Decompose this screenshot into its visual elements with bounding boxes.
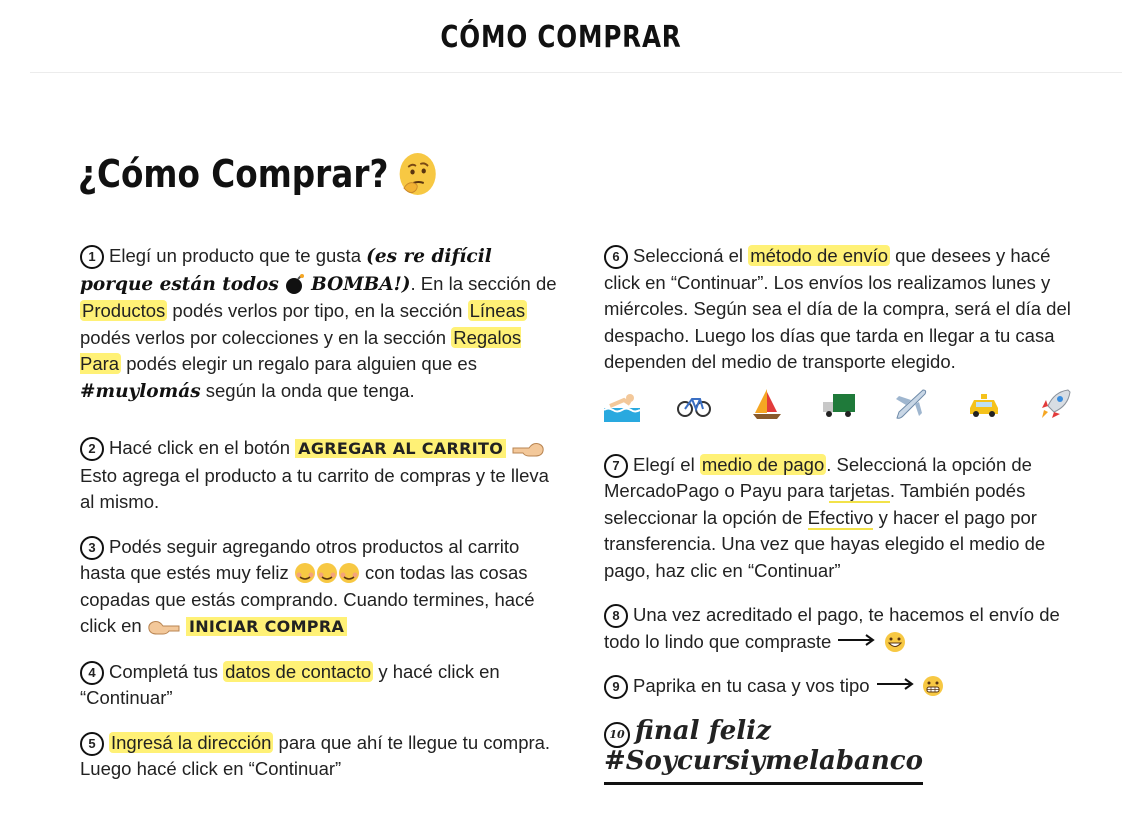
handwritten-hashtag: #muylomás	[80, 380, 201, 402]
step-5	[80, 730, 560, 783]
step-number: 2	[80, 437, 104, 461]
step-text: Una vez acreditado el pago, te hacemos el envío de todo lo lindo que compraste	[604, 604, 1060, 652]
step-number: 10	[604, 722, 630, 748]
sailboat-icon	[749, 386, 785, 422]
address-highlight: Ingresá la dirección	[111, 731, 272, 753]
step-text: según la onda que tenga.	[200, 379, 415, 401]
step-text: Seleccioná el	[633, 245, 749, 266]
step-10	[604, 715, 1084, 776]
step-8	[604, 602, 1084, 655]
page-title: CÓMO COMPRAR	[440, 20, 682, 55]
step-text: podés verlos por tipo, en la sección	[167, 300, 468, 321]
grinning-face-icon	[884, 631, 906, 653]
step-number: 1	[80, 245, 104, 269]
pointing-hand-left-icon	[511, 437, 545, 459]
step-text: . También podés seleccionar la opción de	[604, 480, 1026, 528]
step-number: 6	[604, 245, 628, 269]
hashtag-text: #Soycursiymelabanco	[604, 746, 923, 785]
header-divider	[30, 72, 1122, 73]
step-number: 9	[604, 675, 628, 699]
step-2	[80, 435, 560, 516]
arrow-right-icon	[875, 677, 917, 691]
step-text: para que ahí te llegue tu compra. Luego hacé click en “Continuar”	[80, 731, 551, 779]
step-3	[80, 534, 560, 641]
link-lineas[interactable]: Líneas	[469, 300, 526, 321]
thinking-face-icon	[397, 150, 438, 198]
airplane-icon	[893, 386, 929, 422]
cash-underline: Efectivo	[807, 506, 874, 528]
cards-underline: tarjetas	[829, 480, 890, 501]
step-text: Podés seguir agregando otros productos al carrito hasta que estés muy feliz	[80, 535, 520, 583]
step-7	[604, 452, 1084, 585]
step-text: que desees y hacé click en “Continuar”. Los envíos los realizamos lunes y miércoles. Según sea el día de la compra, será el día del despacho. Luego los días que tarda en llegar a tu casa dependen del medio de transporte elegido.	[604, 245, 1071, 372]
step-text: Completá tus	[109, 660, 224, 682]
handwritten-note: (es re difícil porque están todos	[80, 246, 492, 295]
add-to-cart-label: AGREGAR AL CARRITO	[295, 439, 506, 458]
handwritten-bomba: BOMBA!)	[311, 273, 411, 295]
step-text: y hacer el pago por transferencia. Una vez que hayas elegido el medio de pago, haz clic en “Continuar”	[604, 506, 1046, 581]
taxi-icon	[966, 386, 1002, 422]
transport-icons-row	[604, 386, 1074, 422]
bicycle-icon	[676, 386, 712, 422]
step-text: con todas las cosas copadas que estás comprando. Cuando termines, hacé click en	[80, 562, 535, 636]
heading-text: ¿Cómo Comprar?	[78, 152, 389, 196]
truck-icon	[821, 386, 857, 422]
contact-data-highlight: datos de contacto	[225, 660, 372, 682]
smiling-face-icon	[338, 562, 360, 584]
step-text: Paprika en tu casa y vos tipo	[633, 675, 875, 696]
link-productos[interactable]: Productos	[82, 300, 166, 321]
arrow-right-icon	[836, 633, 878, 647]
step-1	[80, 243, 560, 405]
payment-method-highlight: medio de pago	[701, 453, 825, 475]
step-number: 7	[604, 454, 628, 478]
step-number: 5	[80, 732, 104, 756]
steps-right-column	[604, 243, 1084, 774]
step-number: 4	[80, 661, 104, 685]
step-text: y hacé click en “Continuar”	[80, 660, 500, 708]
start-purchase-label: INICIAR COMPRA	[186, 617, 347, 636]
smiling-face-icon	[316, 562, 338, 584]
step-4	[80, 659, 560, 712]
smiling-face-icon	[294, 562, 316, 584]
step-text: Esto agrega el producto a tu carrito de compras y te lleva al mismo.	[80, 464, 549, 512]
step-text: podés verlos por colecciones y en la sección	[80, 326, 452, 348]
step-text: Hacé click en el botón	[109, 437, 296, 458]
step-text: Elegí el	[633, 453, 700, 475]
bomb-icon	[284, 273, 306, 295]
link-regalos-para[interactable]: Regalos Para	[80, 326, 522, 374]
step-number: 8	[604, 604, 628, 628]
step-text: podés elegir un regalo para alguien que es	[121, 353, 477, 374]
section-heading	[78, 150, 438, 198]
swimmer-icon	[604, 386, 640, 422]
shipping-method-highlight: método de envío	[750, 245, 889, 266]
step-text: . Seleccioná la opción de MercadoPago o Payu para	[604, 453, 1032, 501]
grimacing-face-icon	[922, 675, 944, 697]
step-6	[604, 243, 1084, 376]
step-text: . En la sección de	[410, 272, 557, 294]
steps-left-column	[80, 243, 560, 801]
pointing-hand-right-icon	[147, 615, 181, 637]
step-number: 3	[80, 536, 104, 560]
step-9	[604, 673, 1084, 700]
step-text: Elegí un producto que te gusta	[109, 245, 367, 266]
final-feliz-text: final feliz	[635, 715, 771, 746]
rocket-icon	[1038, 386, 1074, 422]
